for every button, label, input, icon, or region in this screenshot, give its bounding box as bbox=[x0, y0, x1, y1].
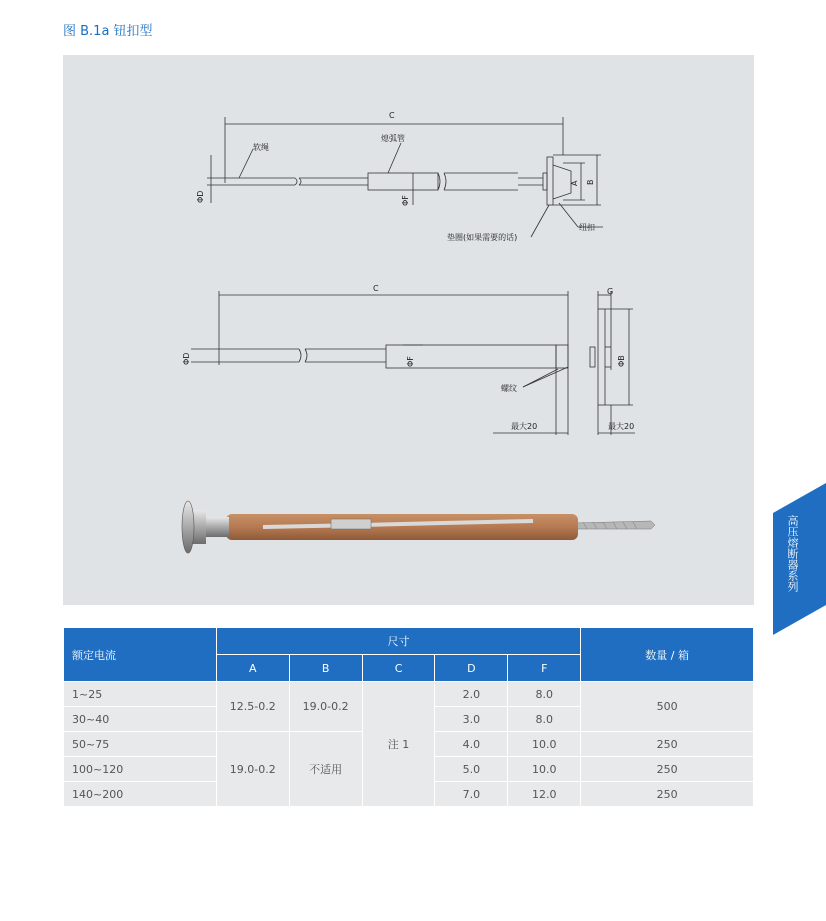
figure-panel bbox=[63, 55, 754, 605]
d2-thread-label: 螺纹 bbox=[501, 384, 517, 393]
d2-phi-d: ΦD bbox=[182, 352, 191, 365]
figure-title: 图 B.1a 钮扣型 bbox=[63, 24, 153, 39]
cell-f: 10.0 bbox=[508, 732, 581, 757]
cell-qty: 250 bbox=[581, 782, 754, 807]
cell-d: 2.0 bbox=[435, 682, 508, 707]
cell-current: 1~25 bbox=[64, 682, 217, 707]
cell-d: 5.0 bbox=[435, 757, 508, 782]
cell-f: 10.0 bbox=[508, 757, 581, 782]
cell-qty-merged: 500 bbox=[581, 682, 754, 732]
header-col-b: B bbox=[289, 655, 362, 682]
side-tab-label: 高压熔断器系列 bbox=[786, 515, 799, 592]
cell-current: 140~200 bbox=[64, 782, 217, 807]
d1-tube-label: 熄弧管 bbox=[381, 134, 405, 143]
header-col-f: F bbox=[508, 655, 581, 682]
cell-b-merged-top: 19.0-0.2 bbox=[289, 682, 362, 732]
d2-phi-b: ΦB bbox=[617, 355, 626, 367]
drawing-1 bbox=[207, 117, 603, 237]
d1-dim-a: A bbox=[570, 180, 579, 186]
d2-phi-f: ΦF bbox=[406, 356, 415, 367]
cell-c-merged: 注 1 bbox=[362, 682, 435, 807]
d2-dim-c: C bbox=[373, 284, 379, 293]
side-tab bbox=[773, 483, 826, 635]
cell-current: 50~75 bbox=[64, 732, 217, 757]
cell-current: 30~40 bbox=[64, 707, 217, 732]
d1-phi-f: ΦF bbox=[401, 195, 410, 206]
spec-table bbox=[63, 627, 754, 807]
d1-button-label: 纽扣 bbox=[579, 223, 595, 232]
cell-f: 12.0 bbox=[508, 782, 581, 807]
d2-max-1: 最大20 bbox=[511, 422, 538, 431]
cell-d: 3.0 bbox=[435, 707, 508, 732]
technical-drawing bbox=[63, 55, 754, 605]
cell-a-merged-top: 12.5-0.2 bbox=[216, 682, 289, 732]
cell-qty: 250 bbox=[581, 757, 754, 782]
header-col-a: A bbox=[216, 655, 289, 682]
d1-dim-c: C bbox=[389, 111, 395, 120]
cell-a-merged-bottom: 19.0-0.2 bbox=[216, 732, 289, 807]
header-col-c: C bbox=[362, 655, 435, 682]
d2-max-2: 最大20 bbox=[608, 422, 635, 431]
d1-dim-b: B bbox=[586, 179, 595, 185]
cell-f: 8.0 bbox=[508, 682, 581, 707]
table-row bbox=[64, 682, 754, 707]
header-rated-current: 额定电流 bbox=[64, 628, 217, 682]
cell-d: 4.0 bbox=[435, 732, 508, 757]
cell-b-merged-bottom: 不适用 bbox=[289, 732, 362, 807]
header-dimensions: 尺寸 bbox=[216, 628, 580, 655]
d1-washer-label: 垫圈(如果需要的话) bbox=[447, 233, 518, 242]
header-quantity: 数量 / 箱 bbox=[581, 628, 754, 682]
cell-f: 8.0 bbox=[508, 707, 581, 732]
cell-qty: 250 bbox=[581, 732, 754, 757]
d1-rope-label: 软绳 bbox=[253, 143, 269, 152]
cell-current: 100~120 bbox=[64, 757, 217, 782]
cell-d: 7.0 bbox=[435, 782, 508, 807]
product-photo bbox=[182, 501, 655, 553]
header-col-d: D bbox=[435, 655, 508, 682]
d2-dim-g: G bbox=[607, 287, 614, 296]
d1-phi-d: ΦD bbox=[196, 190, 205, 203]
